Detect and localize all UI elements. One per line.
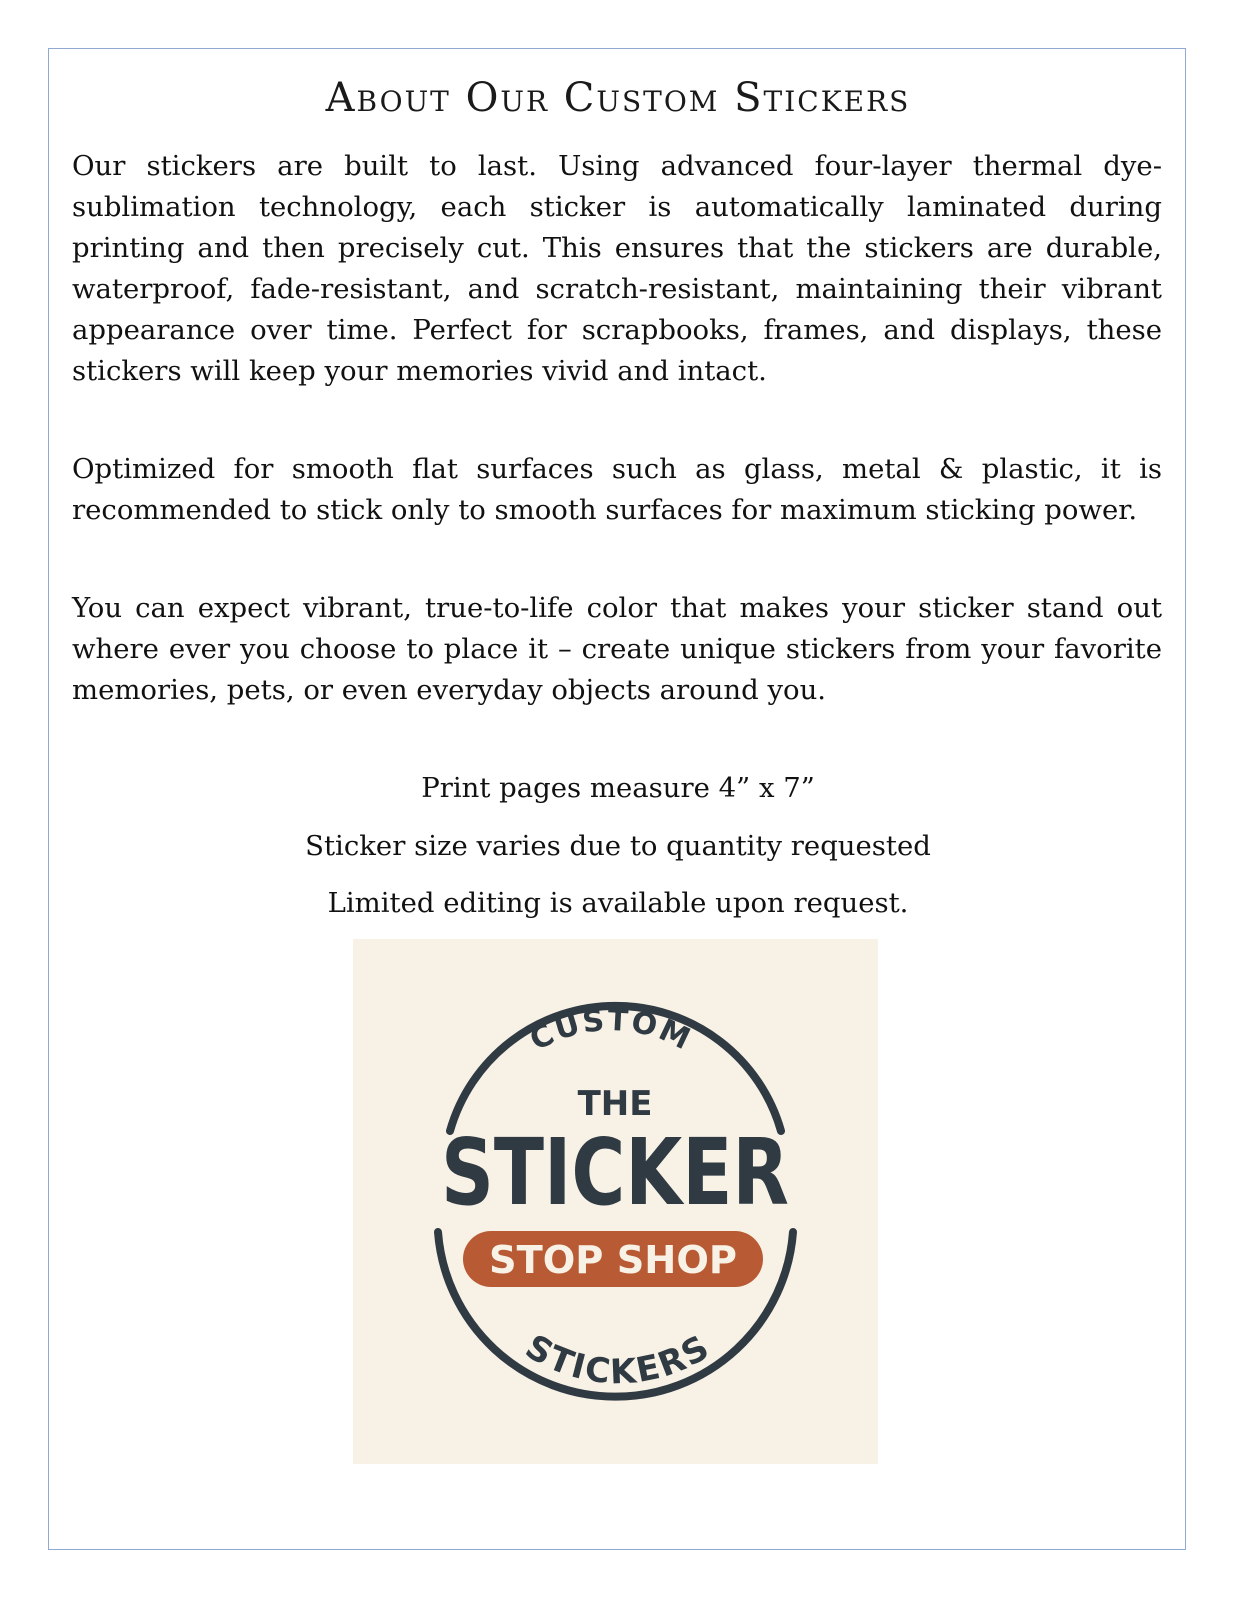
paragraph-color: You can expect vibrant, true-to-life color that makes your sticker stand out where ever you choose to place it – create unique stickers from your favorite memories, pets, or even everyday objects around you. [72,592,1162,706]
logo-banner-text: STOP SHOP [489,1238,737,1282]
logo-the-text: THE [577,1084,653,1124]
page-title: About Our Custom Stickers [325,75,911,121]
logo-sticker-text: STICKER [441,1119,789,1226]
shop-logo [353,939,878,1464]
paragraph-durability: Our stickers are built to last. Using advanced four-layer thermal dye-sublimation technology, each sticker is automatically laminated during printing and then precisely cut. This ensures that the stickers are durable, waterproof, fade-resistant, and scratch-resistant, maintaining their vibrant appearance over time. Perfect for scrapbooks, frames, and displays, these stickers will keep your memories vivid and intact. [72,150,1162,387]
logo-bottom-arc-text: STICKERS [518,1326,718,1393]
logo-graphic [353,939,878,1464]
paragraph-surfaces: Optimized for smooth flat surfaces such as glass, metal & plastic, it is recommended to stick only to smooth surfaces for maximum sticking power. [72,453,1162,526]
detail-editing: Limited editing is available upon request. [327,887,909,919]
logo-top-arc-text: CUSTOM [524,1002,698,1059]
detail-sticker-size: Sticker size varies due to quantity requested [305,830,931,862]
detail-print-size: Print pages measure 4” x 7” [421,772,815,804]
